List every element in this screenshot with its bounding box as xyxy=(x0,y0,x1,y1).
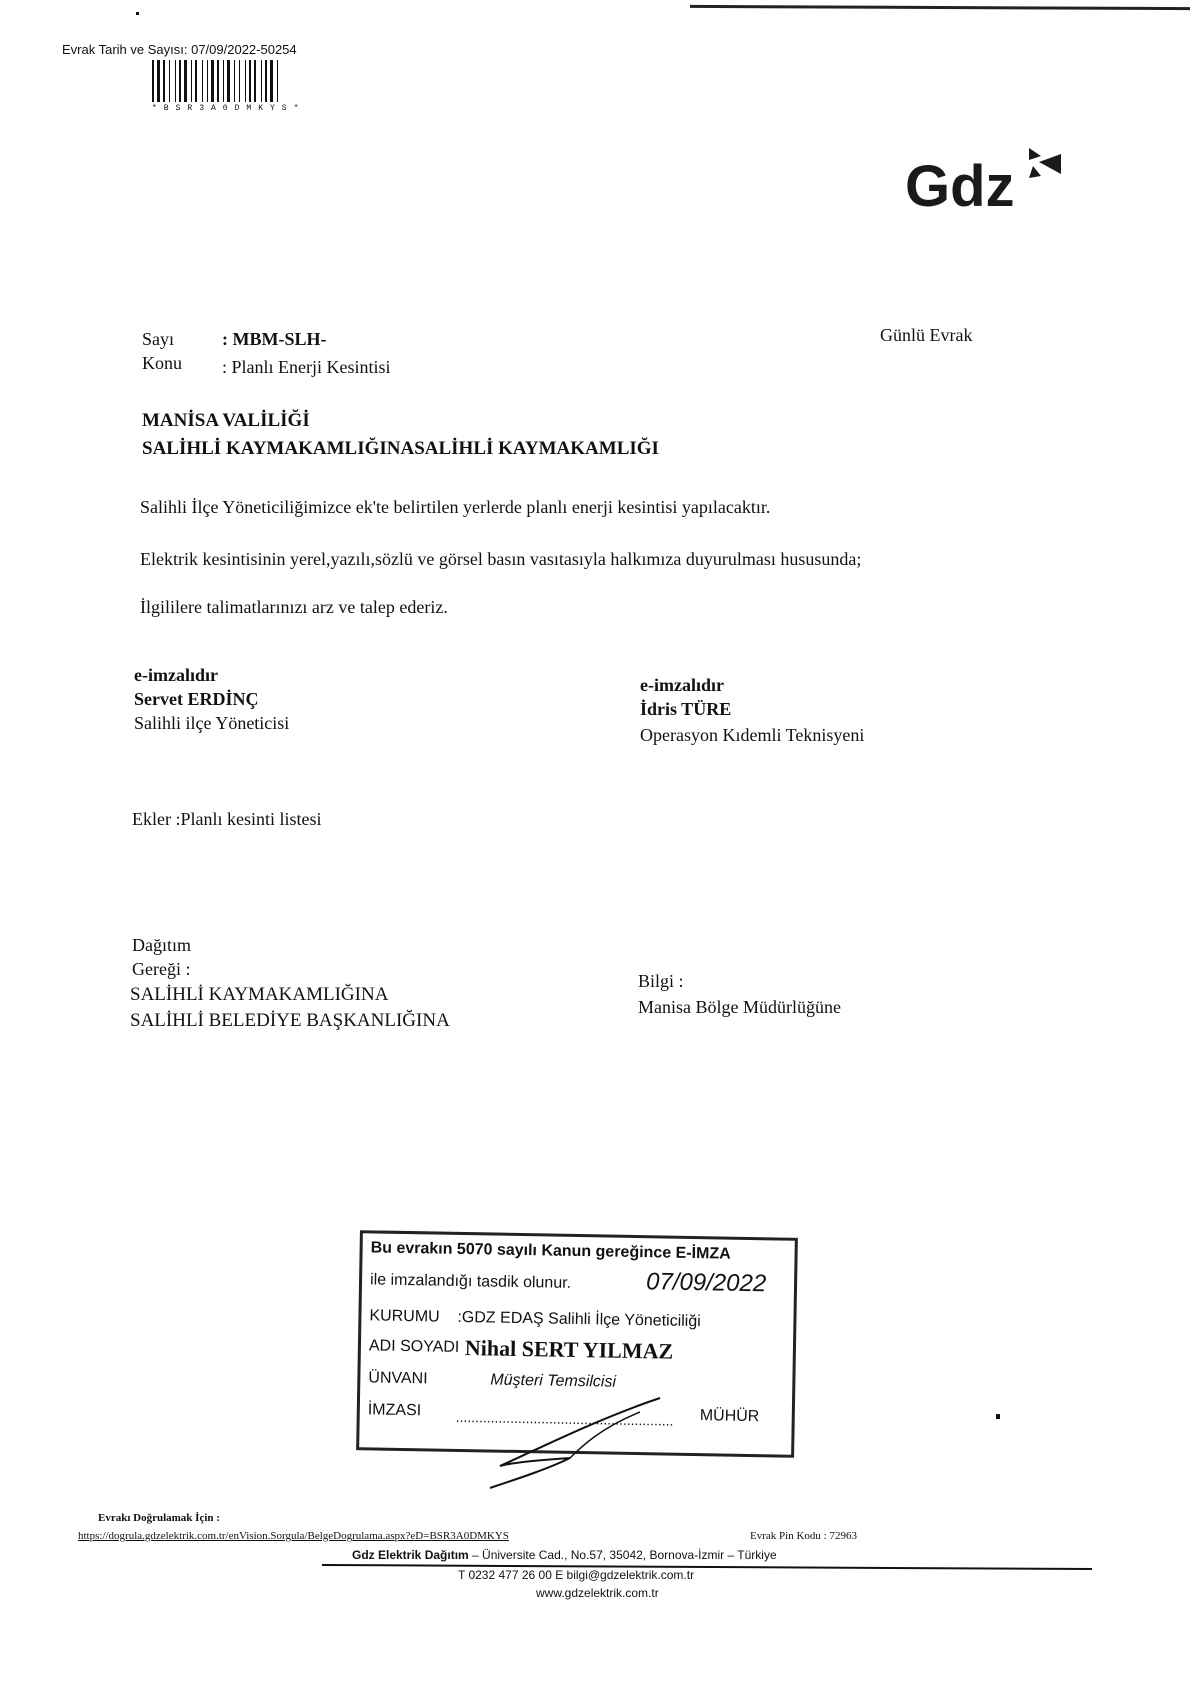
barcode-bar xyxy=(152,60,154,102)
barcode-bar xyxy=(161,60,162,102)
gunlu-evrak: Günlü Evrak xyxy=(880,325,973,345)
barcode-bar xyxy=(155,60,156,102)
sayi-value: : MBM-SLH- xyxy=(222,329,327,349)
barcode-bar xyxy=(241,60,244,102)
barcode-bar xyxy=(215,60,216,102)
barcode-bar xyxy=(257,60,260,102)
barcode-bar xyxy=(231,60,233,102)
geregi-label: Gereği : xyxy=(132,959,191,979)
geregi-recipient-2: SALİHLİ BELEDİYE BAŞKANLIĞINA xyxy=(130,1010,450,1031)
barcode-bar xyxy=(157,60,160,102)
barcode-bar xyxy=(225,60,226,102)
barcode-bar xyxy=(179,60,181,102)
barcode-bar xyxy=(261,60,262,102)
barcode-bar xyxy=(175,60,176,102)
document-date-number: Evrak Tarih ve Sayısı: 07/09/2022-50254 xyxy=(62,42,297,57)
barcode-bar xyxy=(182,60,183,102)
distribution-label: Dağıtım xyxy=(132,935,191,955)
barcode-bar xyxy=(166,60,168,102)
footer-address: – Üniversite Cad., No.57, 35042, Bornova-İzmir – Türkiye xyxy=(468,1548,777,1562)
barcode-bar xyxy=(211,60,214,102)
barcode-bar xyxy=(193,60,194,102)
konu-label: Konu xyxy=(142,353,182,373)
stamp-line-2: ile imzalandığı tasdik olunur. xyxy=(369,1271,572,1292)
body-paragraph-3: İlgililere talimatlarınızı arz ve talep ederiz. xyxy=(140,597,448,617)
barcode-bar xyxy=(252,60,253,102)
barcode-bar xyxy=(169,60,170,102)
left-signer-name: Servet ERDİNÇ xyxy=(134,689,259,709)
geregi-recipient-1: SALİHLİ KAYMAKAMLIĞINA xyxy=(130,984,389,1005)
barcode-bar xyxy=(254,60,256,102)
left-signer-title: Salihli ilçe Yöneticisi xyxy=(134,713,290,733)
stamp-unvan-label: ÜNVANI xyxy=(368,1369,428,1388)
barcode-bar xyxy=(227,60,230,102)
barcode-bar xyxy=(220,60,222,102)
barcode-bar xyxy=(171,60,174,102)
barcode-bar xyxy=(163,60,165,102)
barcode-bar xyxy=(177,60,178,102)
footer-contact: T 0232 477 26 00 E bilgi@gdzelektrik.com.tr xyxy=(458,1568,695,1582)
scan-edge-line xyxy=(690,5,1190,10)
right-signer-title: Operasyon Kıdemli Teknisyeni xyxy=(640,725,865,745)
bilgi-label: Bilgi : xyxy=(638,971,684,991)
footer-rule xyxy=(322,1564,1092,1570)
barcode-bar xyxy=(223,60,224,102)
verify-link[interactable]: https://dogrula.gdzelektrik.com.tr/enVision.Sorgula/BelgeDogrulama.aspx?eD=BSR3A0DMKYS xyxy=(78,1530,509,1542)
stamp-dots: ........................................................ xyxy=(455,1408,674,1429)
sayi-label: Sayı xyxy=(142,329,175,349)
stamp-line-1: Bu evrakın 5070 sayılı Kanun gereğince E-İMZA xyxy=(370,1239,731,1263)
stamp-imza-label: İMZASI xyxy=(367,1401,422,1420)
stamp-adi-value: Nihal SERT YILMAZ xyxy=(464,1335,674,1364)
barcode-bar xyxy=(265,60,267,102)
footer-company: Gdz Elektrik Dağıtım xyxy=(352,1548,469,1562)
stamp-muhur: MÜHÜR xyxy=(699,1407,760,1426)
stamp-kurum-value: :GDZ EDAŞ Salihli İlçe Yöneticiliği xyxy=(457,1308,701,1331)
barcode-bar xyxy=(239,60,240,102)
barcode-bar xyxy=(236,60,238,102)
barcode-bar xyxy=(204,60,206,102)
stamp-kurum-label: KURUMU xyxy=(369,1307,440,1326)
konu-value: : Planlı Enerji Kesintisi xyxy=(222,357,391,377)
verify-label: Evrakı Doğrulamak İçin : xyxy=(98,1512,220,1524)
barcode-bar xyxy=(274,60,276,102)
barcode-bar xyxy=(234,60,235,102)
stamp-date: 07/09/2022 xyxy=(645,1268,767,1298)
barcode-bar xyxy=(202,60,203,102)
barcode-bar xyxy=(279,60,281,102)
barcode-bar xyxy=(247,60,248,102)
barcode-bar xyxy=(191,60,192,102)
right-signer-name: İdris TÜRE xyxy=(640,699,732,719)
handwritten-signature xyxy=(480,1388,680,1498)
barcode-bar xyxy=(184,60,187,102)
gdz-logo xyxy=(905,140,1065,220)
barcode-bar xyxy=(245,60,246,102)
right-eimza: e-imzalıdır xyxy=(640,675,724,695)
barcode-bar xyxy=(263,60,264,102)
addressee-line-1: MANİSA VALİLİĞİ xyxy=(142,410,310,431)
barcode-text: *BSR3A0DMKYS* xyxy=(152,104,306,113)
body-paragraph-2: Elektrik kesintisinin yerel,yazılı,sözlü ve görsel basın vasıtasıyla halkımıza duyurulması hususunda; xyxy=(140,549,862,569)
stamp-unvan-value: Müşteri Temsilcisi xyxy=(490,1371,617,1391)
barcode-bar xyxy=(195,60,197,102)
footer-address-line xyxy=(352,1548,777,1562)
barcode-bar xyxy=(268,60,269,102)
barcode-bar xyxy=(249,60,251,102)
left-eimza: e-imzalıdır xyxy=(134,665,218,685)
barcode-bar xyxy=(188,60,190,102)
logo-text: Gdz xyxy=(905,154,1015,219)
barcode-bar xyxy=(270,60,273,102)
body-paragraph-1: Salihli İlçe Yöneticiliğimizce ek'te belirtilen yerlerde planlı enerji kesintisi yapılacaktır. xyxy=(140,497,771,517)
barcode xyxy=(152,60,342,102)
stamp-adi-label: ADI SOYADI xyxy=(368,1337,460,1356)
scan-speck xyxy=(996,1414,1000,1419)
addressee-line-2: SALİHLİ KAYMAKAMLIĞINASALİHLİ KAYMAKAMLIĞI xyxy=(142,438,659,459)
barcode-bar xyxy=(198,60,201,102)
evrak-pin-code: Evrak Pin Kodu : 72963 xyxy=(750,1530,857,1542)
barcode-bar xyxy=(217,60,219,102)
scan-speck xyxy=(136,12,139,15)
footer-website: www.gdzelektrik.com.tr xyxy=(536,1586,659,1600)
bilgi-recipient-1: Manisa Bölge Müdürlüğüne xyxy=(638,997,841,1017)
barcode-bar xyxy=(209,60,210,102)
attachments: Ekler :Planlı kesinti listesi xyxy=(132,809,322,829)
barcode-bar xyxy=(207,60,208,102)
barcode-bar xyxy=(277,60,278,102)
